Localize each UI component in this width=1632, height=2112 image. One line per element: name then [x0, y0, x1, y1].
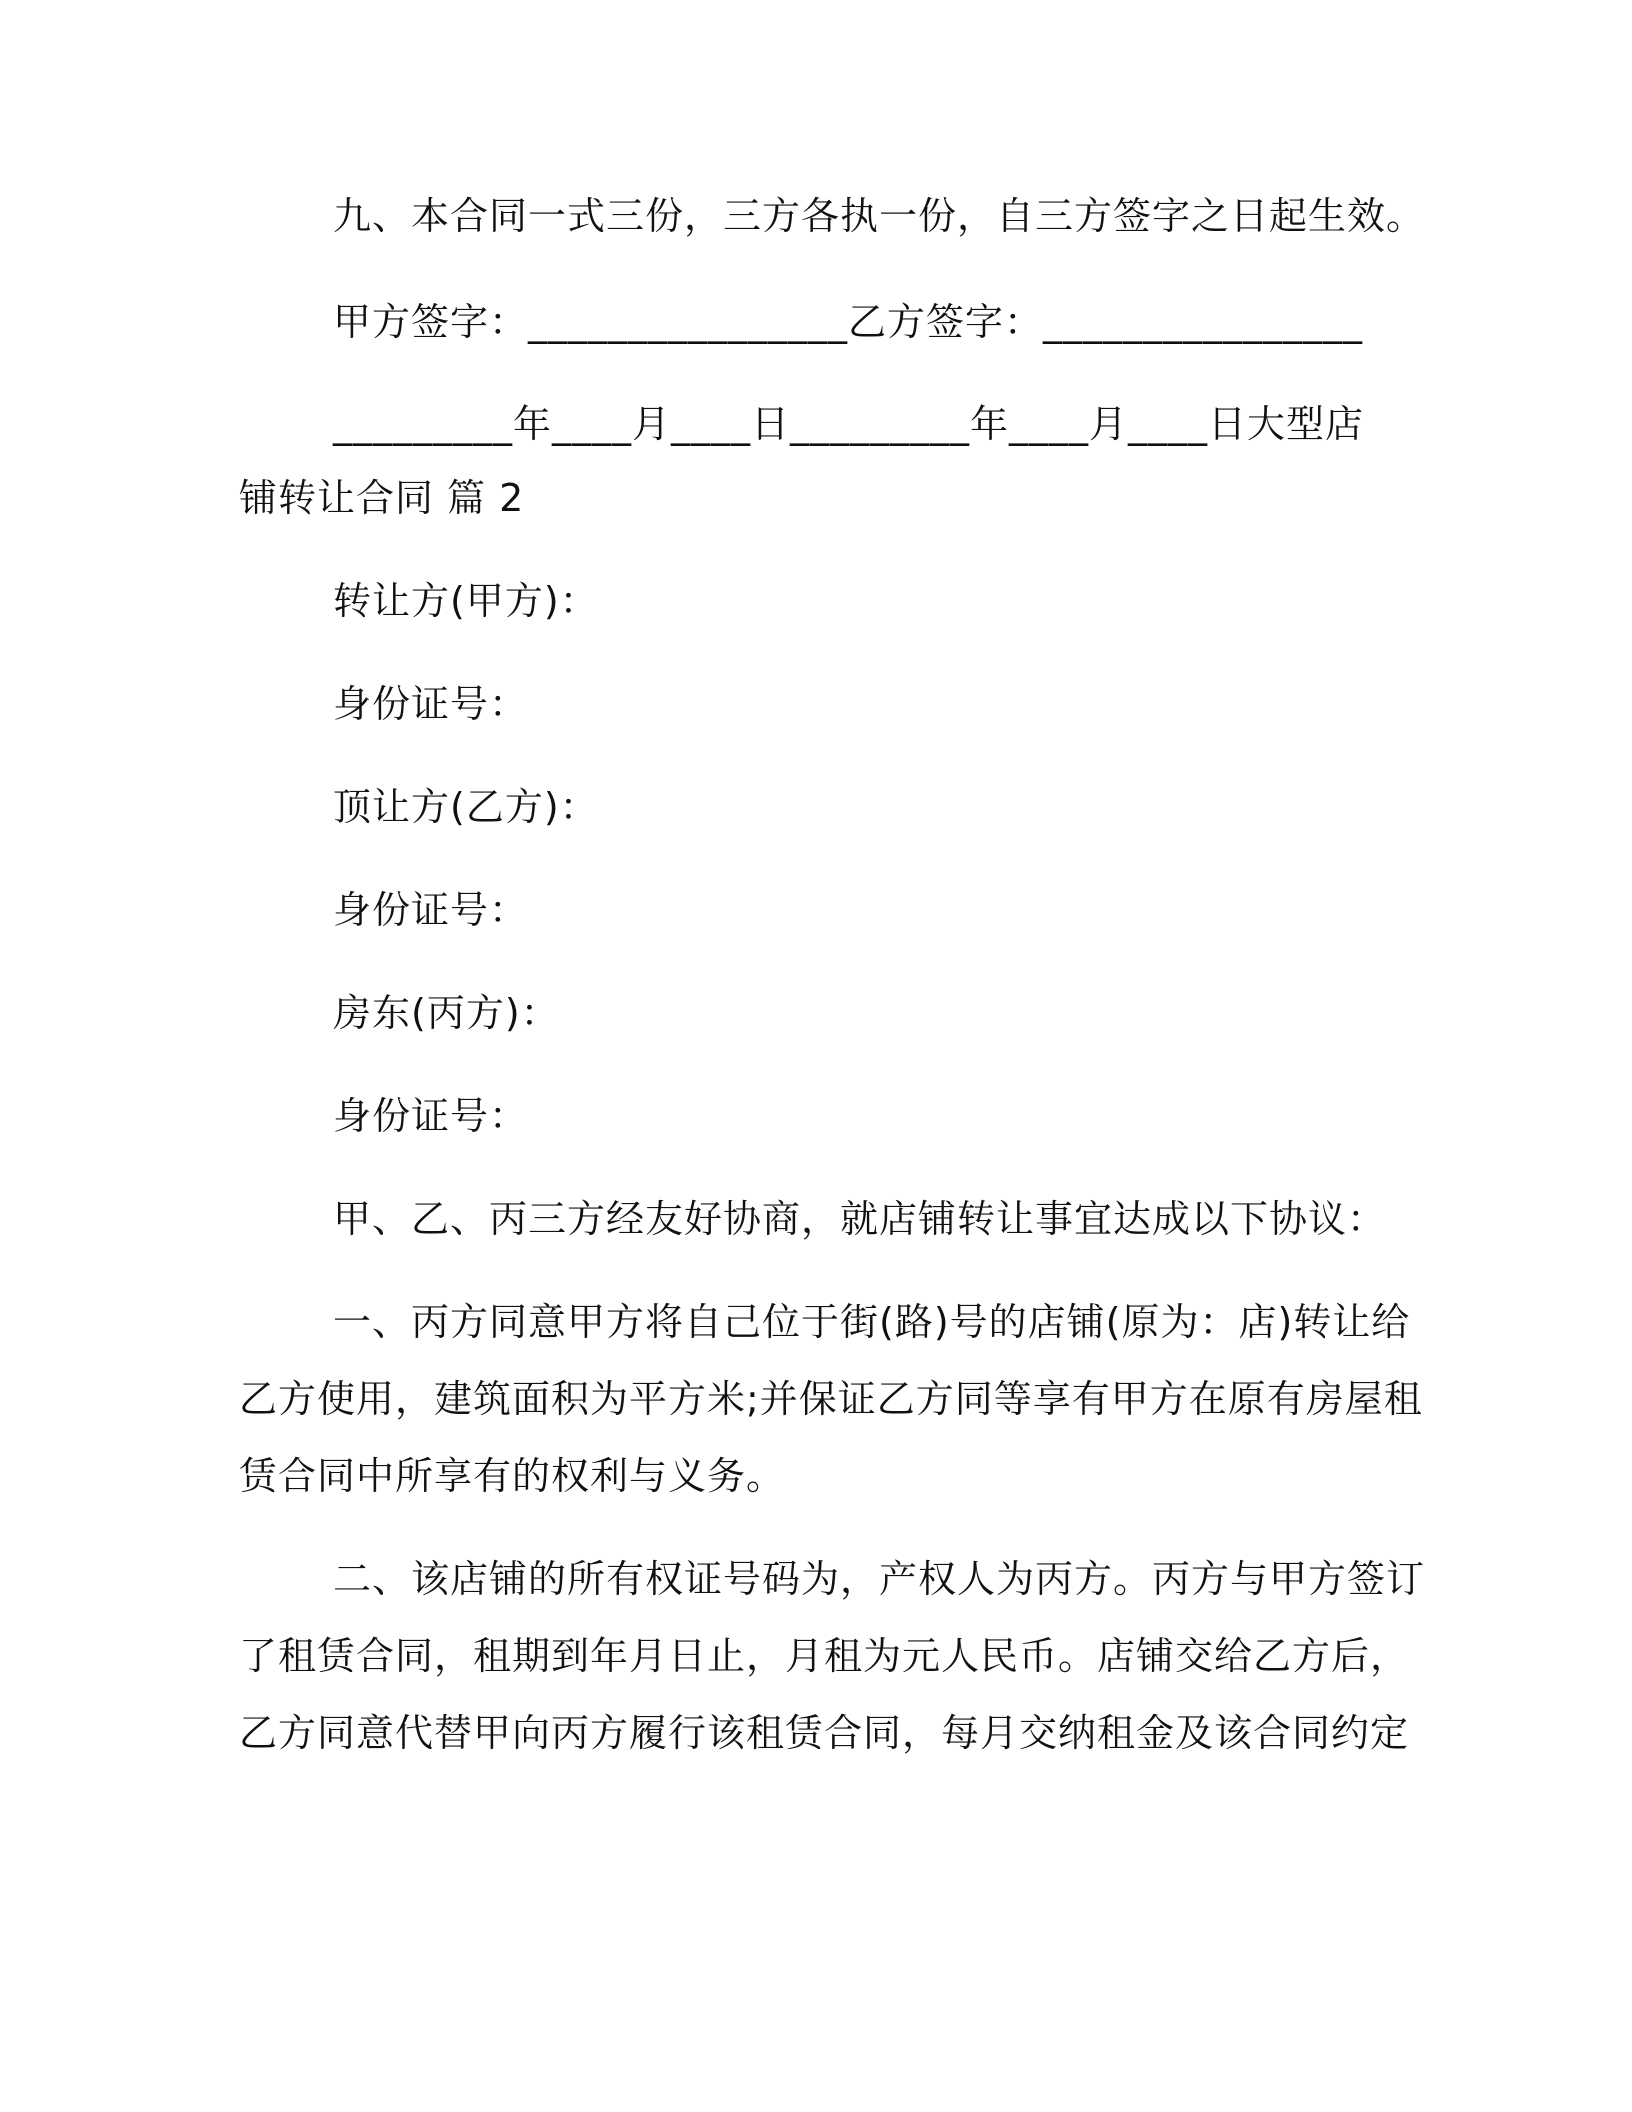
clause-two-line-1: 二、该店铺的所有权证号码为，产权人为丙方。丙方与甲方签订: [333, 1557, 1426, 1601]
landlord-field: 房东(丙方)：: [333, 991, 560, 1035]
clause-two-line-3: 乙方同意代替甲向丙方履行该租赁合同，每月交纳租金及该合同约定: [239, 1711, 1410, 1755]
signature-line: 甲方签字：________________乙方签字：________________: [333, 300, 1364, 344]
clause-one-line-3: 赁合同中所享有的权利与义务。: [239, 1454, 786, 1498]
clause-one-line-1: 一、丙方同意甲方将自己位于街(路)号的店铺(原为：店)转让给: [333, 1300, 1411, 1344]
agreement-intro: 甲、乙、丙三方经友好协商，就店铺转让事宜达成以下协议：: [333, 1197, 1387, 1241]
date-line: _________年____月____日_________年____月____日大型店: [333, 402, 1365, 446]
transferee-id-field: 身份证号：: [333, 888, 529, 932]
clause-nine: 九、本合同一式三份，三方各执一份，自三方签字之日起生效。: [333, 194, 1426, 238]
landlord-id-field: 身份证号：: [333, 1094, 529, 1138]
clause-one-line-2: 乙方使用，建筑面积为平方米;并保证乙方同等享有甲方在原有房屋租: [239, 1377, 1423, 1421]
transferee-field: 顶让方(乙方)：: [333, 785, 599, 829]
clause-two-line-2: 了租赁合同，租期到年月日止，月租为元人民币。店铺交给乙方后，: [239, 1634, 1410, 1678]
section-title: 铺转让合同 篇 2: [239, 476, 525, 520]
transferor-id-field: 身份证号：: [333, 682, 529, 726]
transferor-field: 转让方(甲方)：: [333, 579, 599, 623]
